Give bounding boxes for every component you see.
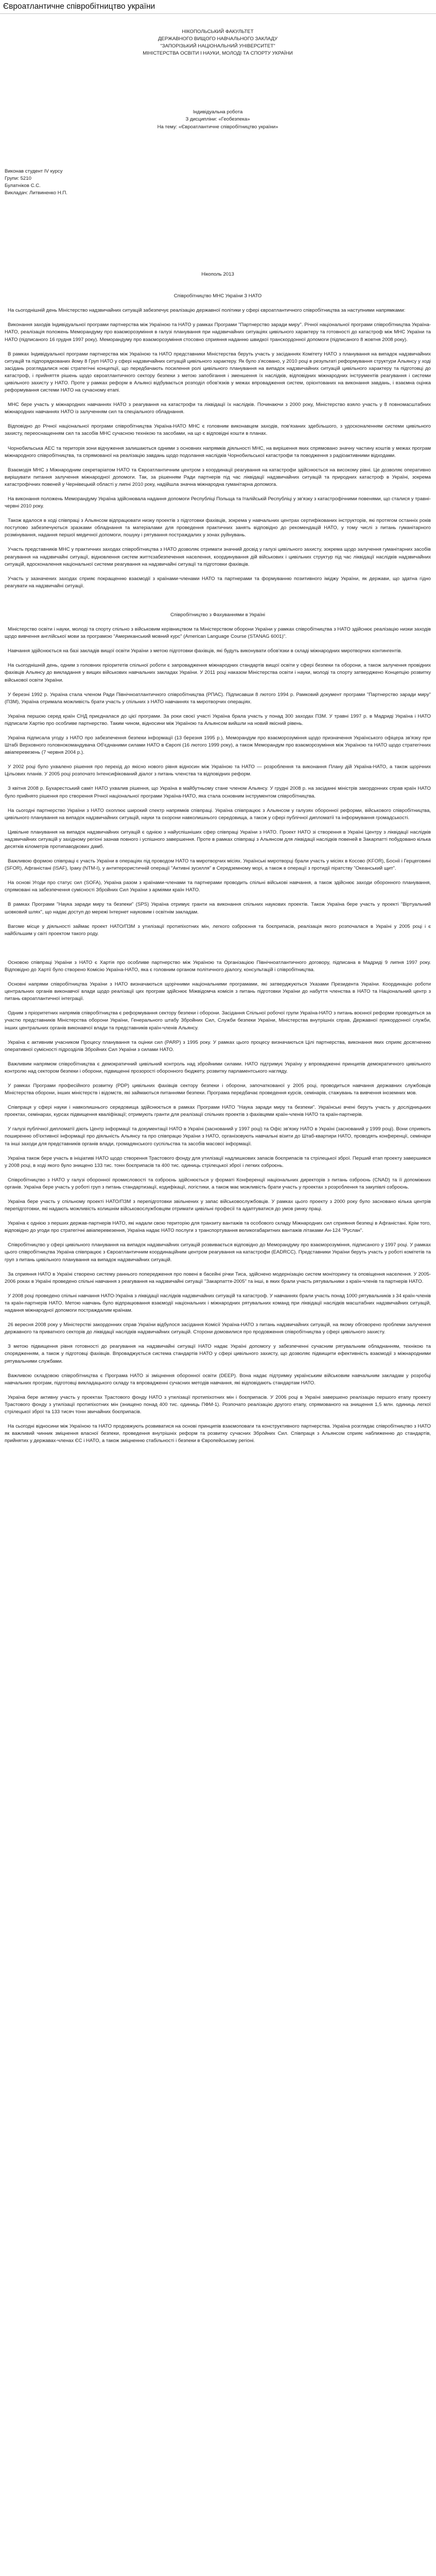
paragraph: Важливою складовою співробітництва є Програма НАТО зі зміцнення оборонної освіти (DEEP). Вона надає підтримку українським військовим навчальним закладам у розробці навчальних програм, підготовці викладацького складу та впровадженні сучасних методів навчання, які відповідають стандартам НАТО. bbox=[5, 1372, 431, 1386]
paragraph: Участь представників МНС у практичних заходах співробітництва з НАТО дозволяє отримати значний досвід у галузі цивільного захисту, зокрема щодо залучення гуманітарних засобів реагування на надзвичайні ситуації, відновлення систем життєзабезпечення населення, координування дій військових і цивільних структур під час ліквідації наслідків надзвичайних ситуацій, вдосконалення національної системи реагування на надзвичайні ситуації та підготовки фахівців. bbox=[5, 547, 431, 567]
paragraph: Україна є однією з перших держав-партнерів НАТО, які надали свою територію для транзиту вантажів та особового складу Міжнародних сил сприяння безпеці в Афганістані. Крім того, відповідно до угоди про стратегічні авіаперевезення, Україна надає НАТО послуги з транспортування великогабаритних вантажів літаками Ан-124 "Руслан". bbox=[5, 1221, 431, 1234]
document-section bbox=[5, 959, 431, 1467]
paragraph: Взаємодія МНС з Міжнародним секретаріатом НАТО та Євроатлантичним центром з координації реагування на катастрофи здійснюється на високому рівні. Це дозволяє оперативно вирішувати питання залучення міжнародної допомоги. Так, за рішенням Ради партнерів під час ліквідації надзвичайних ситуацій та природних катастроф в Україні, зокрема катастрофічних повеней у Чернівецькій області у липні 2010 року, надійшла значна міжнародна гуманітарна допомога. bbox=[5, 467, 431, 487]
institution-line-1: ДЕРЖАВНОГО ВИЩОГО НАВЧАЛЬНОГО ЗАКЛАДУ bbox=[158, 36, 278, 42]
paragraph: Співпраця у сфері науки і навколишнього середовища здійснюється в рамках Програми НАТО "Наука заради миру та безпеки". Українські вчені беруть участь у дослідницьких проектах, семінарах, курсах підвищення кваліфікації; отримують гранти для реалізації спільних проектів з фахівцями країн-членів НАТО та країн-партнерів. bbox=[5, 1105, 431, 1118]
document-section bbox=[5, 293, 431, 612]
paragraph: В рамках Індивідуальної програми партнерства між Україною та НАТО представники Міністерства беруть участь у засіданнях Комітету НАТО з планування на випадок надзвичайних ситуацій та підпорядкованих йому 8 Груп НАТО у сфері надзвичайних ситуацій цивільного характеру. Як було з'ясовано, у 2010 році в результаті реформування структури Альянсу у ході засідань розглядалися нові стратегічні концепції, що передбачають посилення ролі цивільного планування на випадок надзвичайних ситуацій цивільного характеру та підготовці до катастроф, і прийняття рішень щодо євроатлантичного сектору безпеки з метою запобігання і зменшення їх наслідків, відповідних міжнародних інструментів реагування і системи цивільного захисту у НАТО. Проте у рамках реформ в Альянсі відбувається розподіл обов'язків у межах впровадження систем, орієнтованих на виконання завдань, і взаємна оцінка реформування системи НАТО на сучасному етапі. bbox=[5, 351, 431, 394]
paragraph: Основою співпраці України з НАТО є Хартія про особливе партнерство між Україною та Організацією Північноатлантичного договору, підписана в Мадриді 9 липня 1997 року. Відповідно до Хартії було створено Комісію Україна-НАТО, яка є головним органом політичного діалогу, консультацій і співробітництва. bbox=[5, 959, 431, 973]
paragraph: Міністерство освіти і науки, молоді та спорту спільно з військовим керівництвом та Міністерством оборони України у рамках співробітництва з НАТО здійснює реалізацію низки заходів щодо вивчення англійської мови за програмою "Американський мовний курс" (American Language Course (STANAG 6001)". bbox=[5, 626, 431, 640]
paragraph: Україна також бере участь в ініціативі НАТО щодо створення Трастового фонду для утилізації надлишкових запасів боєприпасів та стрілецької зброї. Перший етап проекту завершився у 2008 році, в ході якого було знищено 133 тис. тонн боєприпасів та 400 тис. одиниць стрілецької зброї і легких озброєнь. bbox=[5, 1155, 431, 1168]
topic: На тему: «Євроатлантичне співробітництво україни» bbox=[157, 124, 278, 130]
paragraph: На сьогоднішній день Міністерство надзвичайних ситуацій забезпечує реалізацію державної політики у сфері євроатлантичного співробітництва за наступними напрямками: bbox=[8, 308, 406, 314]
section-heading: Співробітництво з Фахуваннями в Україні bbox=[170, 612, 265, 618]
student-name: Булатніков С.С. bbox=[5, 182, 41, 189]
paragraph: З метою підвищення рівня готовності до реагування на надзвичайні ситуації НАТО надає Україні допомогу у забезпеченні сучасним рятувальним обладнанням, технікою та спорядженням, а також у підготовці фахівців. Впроваджується система стандартів НАТО у сфері цивільного захисту, що дозволяє підвищити ефективність взаємодії з міжнародними рятувальними службами. bbox=[5, 1344, 431, 1364]
student-course: Виконав студент IV курсу bbox=[5, 168, 63, 174]
student-group: Групи: 5210 bbox=[5, 175, 31, 181]
paragraph: Україна бере активну участь у проектах Трастового фонду НАТО з утилізації протипіхотних мін і боєприпасів. У 2006 році в Україні завершено реалізацію першого етапу проекту Трастового фонду з утилізації протипіхотних мін (знищено понад 400 тис. одиниць ПФМ-1). Розпочато реалізацію другого етапу, спрямованого на знищення 1,5 млн. одиниць легкої стрілецької зброї та 133 тисяч тонн звичайних боєприпасів. bbox=[5, 1394, 431, 1415]
document-section bbox=[5, 612, 431, 959]
work-block bbox=[5, 109, 431, 130]
paragraph: 26 вересня 2008 року у Міністерстві закордонних справ України відбулося засідання Комісії Україна-НАТО з питань надзвичайних ситуацій, на якому обговорено проблеми залучення державного та приватного секторів до ліквідації наслідків надзвичайних ситуацій. Сторони домовилися про продовження співробітництва у сфері цивільного захисту. bbox=[5, 1322, 431, 1335]
paragraph: На основі Угоди про статус сил (SOFA), Україна разом з країнами-членами та партнерами проводить спільні військові навчання, а також здійснює заходи оборонного планування, спрямовані на забезпечення сумісності Збройних Сил України з арміями країн НАТО. bbox=[5, 880, 431, 893]
discipline: З дисципліни: «Геобезпека» bbox=[185, 116, 250, 123]
paragraph: В рамках Програми "Наука заради миру та безпеки" (SPS) Україна отримує гранти на виконання спільних наукових проектів. Також Україна бере участь у проекті "Віртуальний шовковий шлях", що надає доступ до мережі Інтернет науковим і освітнім закладам. bbox=[5, 902, 431, 915]
city-year: Нікополь 2013 bbox=[201, 272, 234, 278]
paragraph: Цивільне планування на випадок надзвичайних ситуацій є однією з найуспішніших сфер співпраці України з НАТО. Проект НАТО зі створення в Україні Центру з ліквідації наслідків надзвичайних ситуацій у західному регіоні зазнав повного і успішного завершення. Проте в рамках співпраці з Альянсом для ліквідації наслідків повеней в Закарпатті побудовано кілька десятків кілометрів протипаводкових дамб. bbox=[5, 829, 431, 850]
paragraph: З квітня 2008 р. Бухарестський саміт НАТО ухвалив рішення, що Україна в майбутньому стане членом Альянсу. У грудні 2008 р. на засіданні міністрів закордонних справ країн НАТО було прийнято рішення про створення Річної національної програми Україна-НАТО, яка стала основним інструментом співробітництва. bbox=[5, 786, 431, 799]
page-title: Євроатлантичне співробітництво україни bbox=[3, 2, 155, 11]
faculty-line: НІКОПОЛЬСЬКИЙ ФАКУЛЬТЕТ bbox=[182, 29, 254, 35]
paragraph: У 2002 році було ухвалено рішення про перехід до якісно нового рівня відносин між Україною та НАТО — розроблення та виконання Плану дій Україна-НАТО, а також щорічних Цільових планів. У 2005 році розпочато Інтенсифікований діалог з питань членства та відповідних реформ. bbox=[5, 764, 431, 777]
paragraph: Участь у зазначених заходах сприяє покращенню взаємодії з країнами-членами НАТО та партнерами та формуванню позитивного іміджу України, як держави, що здатна гідно реагувати на надзвичайні ситуації. bbox=[5, 575, 431, 589]
paragraph: Виконання заходів Індивідуальної програми партнерства між Україною та НАТО у рамках Програми "Партнерство заради миру". Річної національної програми співробітництва Україна-НАТО, реалізація положень Меморандуму про взаєморозуміння в галузі планування при надзвичайних ситуаціях цивільного характеру та готовності до катастроф між МНС України та НАТО (підписаного 16 грудня 1997 року). Меморандуму про взаєморозуміння стосовно сприяння наданню швидкої транскордонної допомоги (підписаного 8 жовтня 2008 року). bbox=[5, 322, 431, 343]
paragraph: Важливим напрямом співробітництва є демократичний цивільний контроль над збройними силами. НАТО підтримує Україну у впровадженні принципів демократичного цивільного контролю над сектором безпеки і оборони, підвищенні прозорості оборонного бюджету, розвитку парламентського нагляду. bbox=[5, 1061, 431, 1074]
paragraph: На сьогодні відносини між Україною та НАТО продовжують розвиватися на основі принципів взаємоповаги та конструктивного партнерства. Україна розглядає співробітництво з НАТО як важливий чинник зміцнення власної безпеки, проведення внутрішніх реформ та розвитку сучасних Збройних Сил. Співпраця з Альянсом сприяє наближенню до стандартів, прийнятих у державах-членах ЄС і НАТО, а також зміцненню стабільності і безпеки в Європейському регіоні. bbox=[5, 1423, 431, 1444]
paragraph: Вагоме місце у діяльності займає проект НАТО/ПЗМ з утилізації протипіхотних мін, легкого озброєння та боєприпасів, реалізація якого розпочалася в Україні у 2005 році і є найбільшим у світі проектом такого роду. bbox=[5, 923, 431, 937]
paragraph: У рамках Програми професійного розвитку (PDP) цивільних фахівців сектору безпеки і оборони, започаткованої у 2005 році, проводиться навчання державних службовців Міністерства оборони, інших міністерств і відомств, які займаються питаннями безпеки. Програма передбачає проведення курсів, семінарів, стажувань та вивчення іноземних мов. bbox=[5, 1082, 431, 1096]
paragraph: Одним з пріоритетних напрямів співробітництва є реформування сектору безпеки і оборони. Засідання Спільної робочої групи Україна-НАТО з питань воєнної реформи проводяться за участю представників Міністерства оборони України, Генерального штабу Збройних Сил, Служби безпеки України, Міністерства внутрішніх справ, Державної прикордонної служби, інших центральних органів виконавчої влади та представників країн-членів Альянсу. bbox=[5, 1010, 431, 1031]
paragraph: Основні напрями співробітництва України з НАТО визначаються щорічними національними програмами, які затверджуються Указами Президента України. Координацію роботи центральних органів виконавчої влади щодо реалізації цих програм здійснює Міжвідомча комісія з питань підготовки України до набуття членства в НАТО та Національний центр з питань євроатлантичної інтеграції. bbox=[5, 981, 431, 1002]
section-heading: Співробітництво МНС України З НАТО bbox=[173, 293, 262, 299]
paragraph: Україна першою серед країн СНД приєдналася до цієї програми. За роки своєї участі Україна брала участь у понад 300 заходах ПЗМ. У травні 1997 р. в Мадриді Україна і НАТО підписали Хартію про особливе партнерство. Таким чином, відносини між Україною та Альянсом вийшли на новий якісний рівень. bbox=[5, 713, 431, 726]
sections bbox=[5, 293, 431, 1466]
paragraph: Співробітництво у сфері цивільного планування на випадок надзвичайних ситуацій розвивається відповідно до Меморандуму про взаєморозуміння, підписаного у 1997 році. У рамках цього співробітництва Україна співпрацює з Євроатлантичним координаційним центром реагування на катастрофи (EADRCC). Представники України беруть участь у роботі комітетів та груп з питань цивільного планування на випадок надзвичайних ситуацій. bbox=[5, 1242, 431, 1263]
paragraph: На сьогодні партнерство України з НАТО охоплює широкий спектр напрямків співпраці. Україна співпрацює з Альянсом у галузях оборонної реформи, військового співробітництва, цивільного планування на випадок надзвичайних ситуацій, науки та охорони навколишнього середовища, а також у сфері публічної дипломатії та інформування громадськості. bbox=[5, 807, 431, 821]
paragraph: За сприяння НАТО в Україні створено систему раннього попередження про повені в басейні річки Тиса, здійснено модернізацію систем моніторингу та оповіщення населення. У 2005-2006 роках в Україні проведено спільні навчання з реагування на надзвичайні ситуації "Закарпаття-2005" та інші, в яких брали участь рятувальники з країн-членів та партнерів НАТО. bbox=[5, 1271, 431, 1284]
institution-line-2: "ЗАПОРІЗЬКИЙ НАЦІОНАЛЬНИЙ УНІВЕРСИТЕТ" bbox=[160, 43, 275, 49]
ministry-line: МІНІСТЕРСТВА ОСВІТИ І НАУКИ, МОЛОДІ ТА СПОРТУ УКРАЇНИ bbox=[143, 50, 293, 57]
paragraph: Співробітництво з НАТО у галузі оборонної промисловості та озброєнь здійснюється у форматі Конференції національних директорів з питань озброєнь (CNAD) та її допоміжних органів. Україна бере участь у роботі груп з питань стандартизації, кодифікації, логістики, а також має можливість брати участь у проектах з розроблення та закупівлі озброєнь. bbox=[5, 1177, 431, 1190]
paragraph: У березні 1992 р. Україна стала членом Ради Північноатлантичного співробітництва (РПАС). Підписавши 8 лютого 1994 р. Рамковий документ програми "Партнерство заради миру" (ПЗМ), Україна отримала можливість брати участь у спільних з НАТО навчаннях та миротворчих операціях. bbox=[5, 691, 431, 705]
teacher-name: Викладач: Литвиненко Н.П. bbox=[5, 190, 67, 196]
title-block bbox=[5, 28, 431, 57]
author-block bbox=[5, 168, 431, 197]
paragraph: Навчання здійснюється на базі закладів вищої освіти України з метою підготовки фахівців, які будуть виконувати обов'язки в складі міжнародних миротворчих контингентів. bbox=[8, 648, 403, 654]
work-type: Індивідуальна робота bbox=[193, 109, 243, 115]
paragraph: Відповідно до Річної національної програми співробітництва Україна-НАТО МНС є головним виконавцем заходів, пов'язаних здебільшого, з удосконаленням системи цивільного захисту, переоснащенням сил та засобів МНС сучасною технікою та засобами, на що є відповідні кошти в планах. bbox=[5, 423, 431, 437]
document-body bbox=[0, 14, 436, 1466]
paragraph: На сьогоднішній день, одним з головних пріоритетів спільної роботи є запровадження міжнародних стандартів вищої освіти у сфері безпеки та оборони, а також залучення провідних фахівців Альянсу до викладання у вищих військових навчальних закладах України. У 2011 році наказом Міністерства освіти і науки, молоді та спорту затверджено Концепцію розвитку військової освіти України. bbox=[5, 663, 431, 683]
paragraph: Важливою формою співпраці є участь України в операціях під проводом НАТО та миротворчих місіях. Українські миротворці брали участь у місіях в Косово (KFOR), Боснії і Герцеговині (SFOR), Афганістані (ISAF), Іраку (NTM-I), у антитерористичній операції "Активні зусилля" в Середземному морі, а також в операції з протидії піратству "Океанський щит". bbox=[5, 858, 431, 872]
paragraph: Чорнобильська АЕС та територія зони відчуження залишаються одними з основних напрямків діяльності МНС, на вирішення яких спрямовано значну частину коштів у межах програм міжнародного співробітництва, та спрямованої на реалізацію завдань щодо подолання наслідків Чорнобильської катастрофи та поводження з радіоактивними відходами. bbox=[5, 445, 431, 459]
paragraph: Україна підписала угоду з НАТО про забезпечення безпеки інформації (13 березня 1995 р.), Меморандум про взаєморозуміння щодо призначення Українського офіцера зв'язку при Штабі Верховного головнокомандувача Об'єднаними силами НАТО в Європі (16 лютого 1999 року), а також Меморандум про взаєморозуміння між Україною та НАТО щодо стратегічних авіаперевезень (7 червня 2004 р.). bbox=[5, 735, 431, 756]
paragraph: На виконання положень Меморандуму Україна здійснювала надання допомоги Республіці Польща та Італійській Республіці у зв'язку з катастрофічними повенями, що сталися у травні-червні 2010 року. bbox=[5, 496, 431, 510]
paragraph: Україна є активним учасником Процесу планування та оцінки сил (PARP) з 1995 року. У рамках цього процесу визначаються Цілі партнерства, виконання яких сприяє досягненню оперативної сумісності підрозділів Збройних Сил України з силами НАТО. bbox=[5, 1039, 431, 1053]
paragraph: У галузі публічної дипломатії діють Центр інформації та документації НАТО в Україні (заснований у 1997 році) та Офіс зв'язку НАТО в Україні (заснований у 1999 році). Вони сприяють поширенню об'єктивної інформації про діяльність Альянсу та про співпрацю України з НАТО, організовують навчальні візити до Штаб-квартири НАТО, проводять конференції, семінари та інші заходи для представників органів влади, громадянського суспільства та засобів масової інформації. bbox=[5, 1126, 431, 1147]
paragraph: У 2008 році проведено спільні навчання НАТО-Україна з ліквідації наслідків надзвичайних ситуацій та катастроф. У навчаннях брали участь понад 1000 рятувальників з 34 країн-членів та країн-партнерів НАТО. Метою навчань було відпрацювання взаємодії національних і міжнародних рятувальних команд при ліквідації наслідків масштабних надзвичайних ситуацій, надання міжнародної допомоги постраждалим країнам. bbox=[5, 1293, 431, 1314]
paragraph: МНС бере участь у міжнародних навчаннях НАТО з реагування на катастрофи та ліквідації їх наслідків. Починаючи з 2000 року, Міністерство взяло участь у 8 повномасштабних міжнародних навчаннях НАТО із залученням сил та спеціального обладнання. bbox=[5, 402, 431, 415]
paragraph: Україна бере участь у спільному проекті НАТО/ПЗМ з перепідготовки звільнених у запас військовослужбовців. У рамках цього проекту з 2000 року було засновано кілька центрів перепідготовки, які надають можливість колишнім військовослужбовцям отримати цивільні професії та адаптуватися до умов ринку праці. bbox=[5, 1199, 431, 1212]
paragraph: Також вдалося в ході співпраці з Альянсом відпрацювати низку проектів з підготовки фахівців, зокрема у навчальних центрах сертифікованих інструкторів, які протягом останніх років поступово забезпечуються зразками обладнання та матеріалами для проведення практичних занять відповідно до рекомендацій НАТО, у тому числі з питань гуманітарного розмінування, надання першої медичної допомоги, пошуку і рятування постраждалих у зонах руйнувань. bbox=[5, 518, 431, 538]
